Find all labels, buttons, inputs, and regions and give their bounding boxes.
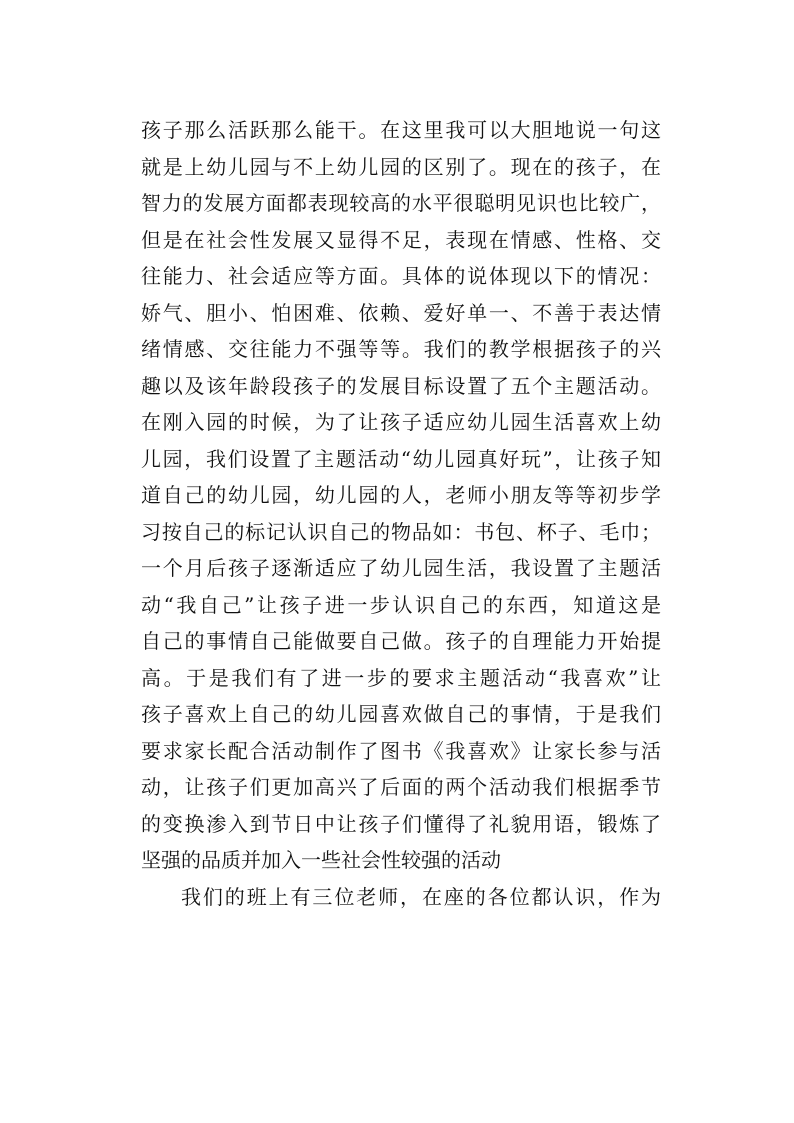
text-line: 但是在社会性发展又显得不足，表现在情感、性格、交 (141, 227, 661, 252)
text-line: 就是上幼儿园与不上幼儿园的区别了。现在的孩子，在 (141, 154, 661, 179)
text-line: 智力的发展方面都表现较高的水平很聪明见识也比较广， (141, 191, 661, 215)
text-line: 动，让孩子们更加高兴了后面的两个活动我们根据季节 (141, 775, 661, 799)
text-line: 自己的事情自己能做要自己做。孩子的自理能力开始提 (141, 629, 661, 653)
paragraph-start-line: 我们的班上有三位老师，在座的各位都认识，作为 (181, 884, 661, 909)
text-line: 动“我自己”让孩子进一步认识自己的东西，知道这是 (141, 592, 661, 617)
paragraph-end-line: 坚强的品质并加入一些社会性较强的活动 (141, 848, 501, 872)
text-line: 的变换渗入到节日中让孩子们懂得了礼貌用语，锻炼了 (141, 811, 661, 836)
text-line: 道自己的幼儿园，幼儿园的人，老师小朋友等等初步学 (141, 483, 661, 507)
text-line: 娇气、胆小、怕困难、依赖、爱好单一、不善于表达情 (141, 300, 661, 325)
text-line: 要求家长配合活动制作了图书《我喜欢》让家长参与活 (141, 738, 661, 763)
text-line: 孩子那么活跃那么能干。在这里我可以大胆地说一句这 (141, 118, 661, 142)
text-line: 高。于是我们有了进一步的要求主题活动“我喜欢”让 (141, 665, 661, 690)
body-text (141, 112, 661, 915)
text-line: 习按自己的标记认识自己的物品如：书包、杯子、毛巾； (141, 519, 661, 544)
text-line: 一个月后孩子逐渐适应了幼儿园生活，我设置了主题活 (141, 556, 661, 580)
text-line: 绪情感、交往能力不强等等。我们的教学根据孩子的兴 (141, 337, 661, 361)
text-line: 儿园，我们设置了主题活动“幼儿园真好玩”，让孩子知 (141, 446, 661, 471)
text-line: 在刚入园的时候，为了让孩子适应幼儿园生活喜欢上幼 (141, 410, 661, 434)
text-line: 孩子喜欢上自己的幼儿园喜欢做自己的事情，于是我们 (141, 702, 661, 726)
text-line: 往能力、社会适应等方面。具体的说体现以下的情况： (141, 264, 661, 288)
text-line: 趣以及该年龄段孩子的发展目标设置了五个主题活动。 (141, 373, 661, 398)
